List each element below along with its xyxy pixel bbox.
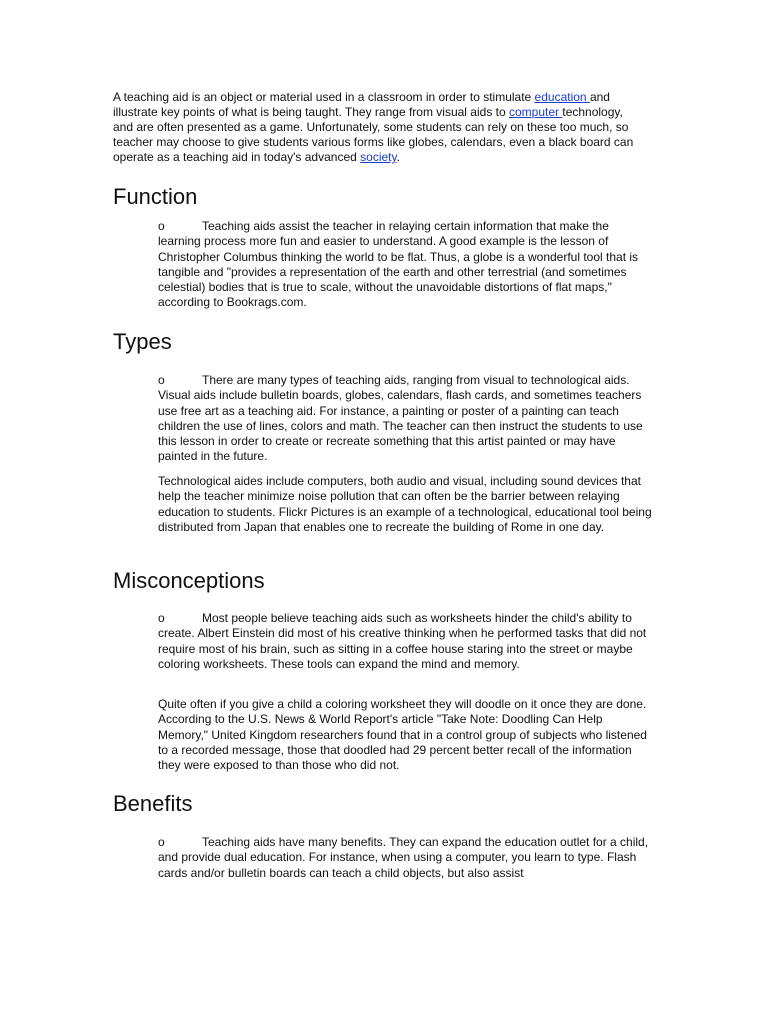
benefits-paragraph	[158, 835, 654, 881]
function-text: Teaching aids assist the teacher in relaying certain information that make the learning process more fun and easier to understand. A good example is the lesson of Christopher Columbus thinking the world to be flat. Thus, a globe is a wonderful tool that is tangible and "provides a representation of the earth and other terrestrial (and sometimes celestial) bodies that is true to scale, without the unavoidable distortions of flat maps," according to Bookrags.com.	[158, 219, 639, 310]
heading-types: Types	[113, 329, 172, 354]
benefits-text: Teaching aids have many benefits. They can expand the education outlet for a child, and provide dual education. For instance, when using a computer, you learn to type. Flash cards and/or bulletin boards can teach a child objects, but also assist	[158, 835, 649, 880]
bullet-marker: o	[158, 219, 165, 233]
intro-text-4: .	[396, 150, 400, 164]
link-society[interactable]: society	[360, 150, 397, 164]
intro-text-2: and illustrate key points of what is being taught. They range from visual aids to	[113, 90, 610, 119]
intro-text-3: technology, and are often presented as a game. Unfortunately, some students can rely on these too much, so teacher may choose to give students various forms like globes, calendars, even a black board can operate as a teaching aid in today's advanced	[113, 105, 634, 164]
bullet-marker: o	[158, 611, 165, 625]
misconceptions-paragraph-1	[158, 611, 654, 672]
link-education[interactable]: education	[534, 90, 590, 104]
heading-misconceptions: Misconceptions	[113, 568, 265, 593]
intro-text-1: A teaching aid is an object or material used in a classroom in order to stimulate	[113, 90, 535, 104]
link-computer[interactable]: computer	[509, 105, 563, 119]
bullet-marker: o	[158, 835, 165, 849]
misconceptions-text-1: Most people believe teaching aids such as worksheets hinder the child's ability to create. Albert Einstein did most of his creative thinking when he performed tasks that did not require most of his brain, such as sitting in a coffee house staring into the street or maybe coloring worksheets. These tools can expand the mind and memory.	[158, 611, 647, 671]
types-paragraph-1	[158, 373, 654, 465]
intro-paragraph	[113, 90, 645, 165]
bullet-marker: o	[158, 373, 165, 387]
heading-benefits: Benefits	[113, 791, 193, 816]
types-paragraph-2: Technological aides include computers, both audio and visual, including sound devices that help the teacher minimize noise pollution that can often be the barrier between relaying education to students. Flickr Pictures is an example of a technological, educational tool being distributed from Japan that enables one to recreate the building of Rome in one day.	[158, 474, 652, 534]
heading-function: Function	[113, 184, 198, 209]
misconceptions-paragraph-2: Quite often if you give a child a coloring worksheet they will doodle on it once they are done. According to the U.S. News & World Report's article "Take Note: Doodling Can Help Memory," United Kingdom researchers found that in a control group of subjects who listened to a recorded message, those that doodled had 29 percent better recall of the information they were exposed to than those who did not.	[158, 697, 647, 773]
types-text-1: There are many types of teaching aids, ranging from visual to technological aids. Visual aids include bulletin boards, globes, calendars, flash cards, and sometimes teachers use free art as a teaching aid. For instance, a painting or poster of a painting can teach children the use of lines, colors and math. The teacher can then instruct the students to use this lesson in order to create or recreate something that this artist painted or may have painted in the future.	[158, 373, 643, 464]
function-paragraph	[158, 219, 654, 311]
